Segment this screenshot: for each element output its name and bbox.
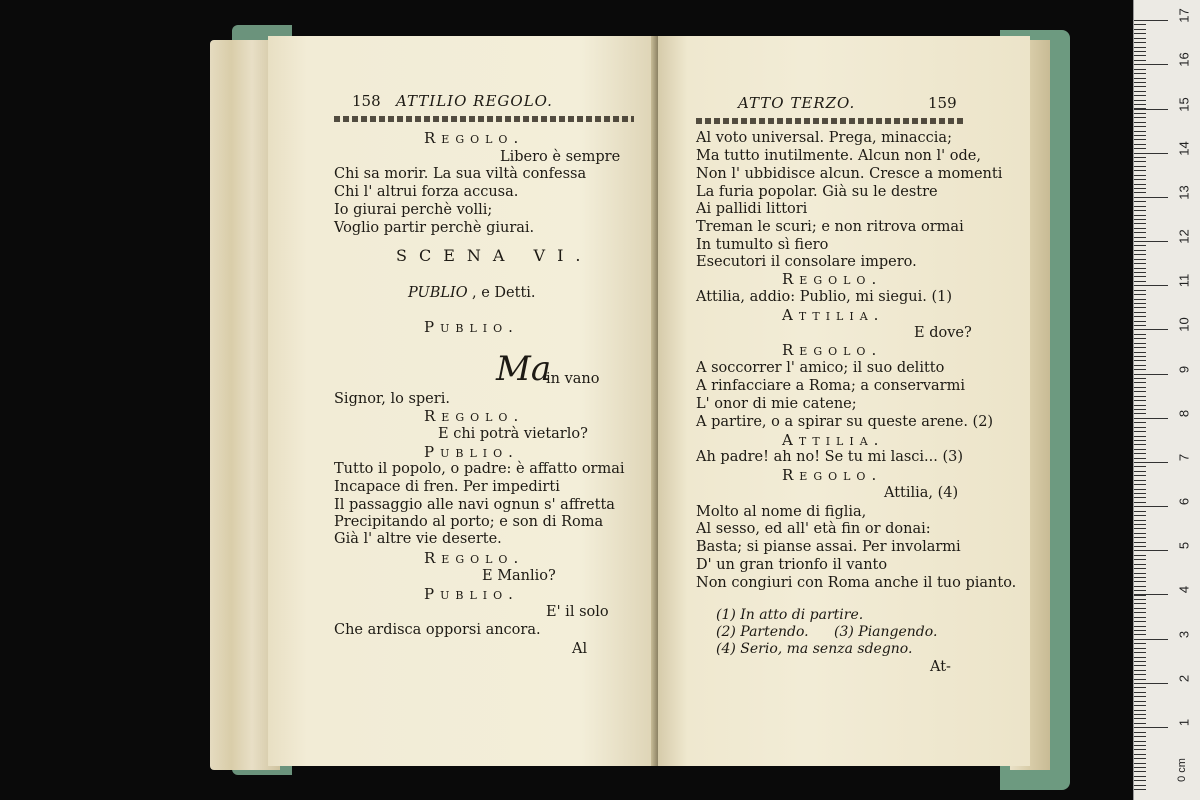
ruler-minor-tick [1134, 555, 1146, 556]
verse-line: Non l' ubbidisce alcun. Cresce a momenti [696, 166, 1003, 182]
scene-heading: SCENA VI. [396, 246, 593, 265]
ruler-minor-tick [1134, 462, 1146, 463]
ruler-minor-tick [1134, 250, 1146, 251]
ruler-minor-tick [1134, 568, 1146, 569]
ruler-minor-tick [1134, 307, 1146, 308]
ruler-minor-tick [1134, 329, 1146, 330]
ruler-minor-tick [1134, 573, 1146, 574]
ruler-minor-tick [1134, 630, 1146, 631]
ruler-minor-tick [1134, 312, 1146, 313]
ruler-minor-tick [1134, 714, 1146, 715]
speaker-name: Regolo. [424, 407, 525, 425]
speaker-name: Regolo. [782, 341, 883, 359]
ruler-minor-tick [1134, 674, 1146, 675]
ruler-minor-tick [1134, 276, 1146, 277]
ruler-minor-tick [1134, 754, 1146, 755]
ruler-number: 3 [1176, 630, 1192, 639]
ruler-minor-tick [1134, 749, 1146, 750]
ruler-minor-tick [1134, 69, 1146, 70]
footnote: (2) Partendo. [716, 624, 809, 640]
ruler-minor-tick [1134, 692, 1146, 693]
ruler-minor-tick [1134, 466, 1146, 467]
cast-rest: , e Detti. [472, 285, 536, 301]
ruler-minor-tick [1134, 767, 1146, 768]
ruler-minor-tick [1134, 550, 1146, 551]
ruler-minor-tick [1134, 528, 1146, 529]
verse-line: E dove? [914, 325, 972, 341]
verse-line: Che ardisca opporsi ancora. [334, 622, 541, 638]
ruler-minor-tick [1134, 170, 1146, 171]
ruler-minor-tick [1134, 201, 1146, 202]
verse-line: Precipitando al porto; e son di Roma [334, 514, 604, 530]
ruler-minor-tick [1134, 732, 1146, 733]
ruler-minor-tick [1134, 343, 1146, 344]
verse-line: Basta; si pianse assai. Per involarmi [696, 539, 961, 555]
ruler-number: 9 [1176, 365, 1192, 374]
ruler-minor-tick [1134, 188, 1146, 189]
ruler-minor-tick [1134, 161, 1146, 162]
ruler-minor-tick [1134, 232, 1146, 233]
ruler-minor-tick [1134, 440, 1146, 441]
ruler-number: 15 [1176, 97, 1192, 112]
ruler-minor-tick [1134, 515, 1146, 516]
ruler-minor-tick [1134, 135, 1146, 136]
verse-line: Al sesso, ed all' età fin or donai: [696, 521, 931, 537]
ruler-minor-tick [1134, 710, 1146, 711]
ruler-minor-tick [1134, 391, 1146, 392]
verse-line: Già l' altre vie deserte. [334, 531, 502, 547]
ruler-minor-tick [1134, 471, 1146, 472]
catchword: Al [572, 641, 588, 657]
ruler-minor-tick [1134, 285, 1146, 286]
ruler-minor-tick [1134, 33, 1146, 34]
verse-line: Attilia, addio: Publio, mi siegui. (1) [696, 289, 952, 305]
verse-line: In tumulto sì fiero [696, 237, 829, 253]
ruler-minor-tick [1134, 334, 1146, 335]
speaker-name: Regolo. [782, 466, 883, 484]
ruler-minor-tick [1134, 228, 1146, 229]
ruler-minor-tick [1134, 352, 1146, 353]
verse-line: Al voto universal. Prega, minaccia; [696, 130, 952, 146]
ruler-minor-tick [1134, 741, 1146, 742]
ruler-minor-tick [1134, 679, 1146, 680]
ruler-minor-tick [1134, 581, 1146, 582]
ruler-minor-tick [1134, 29, 1146, 30]
ruler-minor-tick [1134, 20, 1146, 21]
ruler-minor-tick [1134, 86, 1146, 87]
verse-line: Ma tutto inutilmente. Alcun non l' ode, [696, 148, 981, 164]
ruler-minor-tick [1134, 444, 1146, 445]
ruler-minor-tick [1134, 382, 1146, 383]
verse-line: Non congiuri con Roma anche il tuo pianto. [696, 575, 1017, 591]
verse-line: Libero è sempre [500, 149, 621, 165]
speaker-name: Regolo. [424, 129, 525, 147]
speaker-name: Publio. [424, 318, 519, 336]
ruler-minor-tick [1134, 493, 1146, 494]
ruler-minor-tick [1134, 427, 1146, 428]
verse-line: Tutto il popolo, o padre: è affatto ormai [334, 461, 625, 477]
ruler-minor-tick [1134, 175, 1146, 176]
ruler-minor-tick [1134, 564, 1146, 565]
ruler-minor-tick [1134, 506, 1146, 507]
ruler-minor-tick [1134, 148, 1146, 149]
ruler-minor-tick [1134, 780, 1146, 781]
ruler-minor-tick [1134, 100, 1146, 101]
ruler-minor-tick [1134, 316, 1146, 317]
ruler-minor-tick [1134, 91, 1146, 92]
ruler-minor-tick [1134, 400, 1146, 401]
ruler-minor-tick [1134, 55, 1146, 56]
ruler-minor-tick [1134, 405, 1146, 406]
ruler-minor-tick [1134, 82, 1146, 83]
ruler-minor-tick [1134, 626, 1146, 627]
speaker-name: Regolo. [782, 270, 883, 288]
ruler-minor-tick [1134, 73, 1146, 74]
ruler-minor-tick [1134, 259, 1146, 260]
ruler-minor-tick [1134, 245, 1146, 246]
footnote: (4) Serio, ma senza sdegno. [716, 641, 913, 657]
ruler-minor-tick [1134, 51, 1146, 52]
speaker-name: Regolo. [424, 549, 525, 567]
right-page [658, 36, 1030, 766]
ruler-minor-tick [1134, 206, 1146, 207]
ruler-minor-tick [1134, 64, 1146, 65]
ruler-minor-tick [1134, 789, 1146, 790]
ruler-minor-tick [1134, 705, 1146, 706]
ruler-minor-tick [1134, 78, 1146, 79]
ruler-minor-tick [1134, 590, 1146, 591]
ruler-minor-tick [1134, 347, 1146, 348]
ruler-minor-tick [1134, 219, 1146, 220]
ruler-minor-tick [1134, 321, 1146, 322]
verse-line: D' un gran trionfo il vanto [696, 557, 888, 573]
ruler-minor-tick [1134, 360, 1146, 361]
ruler-minor-tick [1134, 542, 1146, 543]
ruler-number: 17 [1176, 8, 1192, 23]
speaker-name: Publio. [424, 585, 519, 603]
verse-line: Treman le scuri; e non ritrova ormai [696, 219, 964, 235]
ruler-minor-tick [1134, 215, 1146, 216]
verse-line: Chi l' altrui forza accusa. [334, 184, 519, 200]
footnote: (3) Piangendo. [834, 624, 938, 640]
ruler-minor-tick [1134, 325, 1146, 326]
verse-line: Signor, lo speri. [334, 391, 450, 407]
ruler-number: 10 [1176, 317, 1192, 332]
page-number: 159 [928, 94, 957, 112]
page-number: 158 [352, 92, 381, 110]
ruler-minor-tick [1134, 356, 1146, 357]
ruler-number: 5 [1176, 541, 1192, 550]
ruler-minor-tick [1134, 745, 1146, 746]
ruler-number: 2 [1176, 674, 1192, 683]
drop-cap: Ma [496, 349, 552, 389]
verse-line: Attilia, (4) [884, 485, 959, 501]
ruler-minor-tick [1134, 546, 1146, 547]
ruler-minor-tick [1134, 153, 1146, 154]
ruler-minor-tick [1134, 758, 1146, 759]
ruler-number: 6 [1176, 497, 1192, 506]
verse-line: A partire, o a spirar su queste arene. (2) [696, 414, 994, 430]
verse-line: La furia popolar. Già su le destre [696, 184, 938, 200]
ruler-minor-tick [1134, 24, 1146, 25]
ruler-minor-tick [1134, 431, 1146, 432]
ruler-minor-tick [1134, 254, 1146, 255]
ruler-minor-tick [1134, 237, 1146, 238]
ruler-minor-tick [1134, 687, 1146, 688]
verse-line: in vano [546, 371, 600, 387]
ruler-minor-tick [1134, 559, 1146, 560]
ruler-minor-tick [1134, 701, 1146, 702]
catchword: At- [930, 659, 951, 675]
ruler-minor-tick [1134, 771, 1146, 772]
ruler-minor-tick [1134, 763, 1146, 764]
ruler-minor-tick [1134, 727, 1146, 728]
ruler-minor-tick [1134, 723, 1146, 724]
ruler-minor-tick [1134, 197, 1146, 198]
verse-line: Io giurai perchè volli; [334, 202, 493, 218]
ruler-minor-tick [1134, 223, 1146, 224]
ruler-minor-tick [1134, 166, 1146, 167]
ruler-number: 11 [1176, 273, 1192, 288]
ruler-minor-tick [1134, 413, 1146, 414]
speaker-name: Attilia. [782, 306, 885, 324]
ruler-minor-tick [1134, 537, 1146, 538]
ruler-minor-tick [1134, 657, 1146, 658]
ruler-minor-tick [1134, 484, 1146, 485]
ruler-minor-tick [1134, 453, 1146, 454]
ruler-minor-tick [1134, 524, 1146, 525]
ruler-minor-tick [1134, 179, 1146, 180]
ruler-minor-tick [1134, 511, 1146, 512]
measurement-ruler [1133, 0, 1200, 800]
ruler-minor-tick [1134, 617, 1146, 618]
ruler-minor-tick [1134, 144, 1146, 145]
ruler-minor-tick [1134, 139, 1146, 140]
ruler-minor-tick [1134, 458, 1146, 459]
ruler-minor-tick [1134, 652, 1146, 653]
ruler-number: 1 [1176, 718, 1192, 727]
ruler-minor-tick [1134, 533, 1146, 534]
ruler-minor-tick [1134, 643, 1146, 644]
running-head: ATTILIO REGOLO. [396, 92, 553, 110]
ruler-minor-tick [1134, 670, 1146, 671]
ruler-minor-tick [1134, 520, 1146, 521]
ruler-minor-tick [1134, 122, 1146, 123]
ruler-minor-tick [1134, 396, 1146, 397]
ruler-minor-tick [1134, 272, 1146, 273]
footnote: (1) In atto di partire. [716, 607, 864, 623]
ruler-minor-tick [1134, 192, 1146, 193]
ruler-minor-tick [1134, 776, 1146, 777]
ruler-number: 13 [1176, 185, 1192, 200]
ruler-minor-tick [1134, 290, 1146, 291]
verse-line: E Manlio? [482, 568, 556, 584]
ruler-minor-tick [1134, 683, 1146, 684]
ruler-minor-tick [1134, 480, 1146, 481]
ruler-number: 4 [1176, 585, 1192, 594]
ruler-minor-tick [1134, 60, 1146, 61]
ruler-minor-tick [1134, 268, 1146, 269]
ruler-minor-tick [1134, 157, 1146, 158]
verse-line: A soccorrer l' amico; il suo delitto [696, 360, 945, 376]
ruler-minor-tick [1134, 47, 1146, 48]
ruler-minor-tick [1134, 117, 1146, 118]
ruler-minor-tick [1134, 409, 1146, 410]
ruler-minor-tick [1134, 418, 1146, 419]
ruler-minor-tick [1134, 639, 1146, 640]
ruler-minor-tick [1134, 387, 1146, 388]
ruler-minor-tick [1134, 648, 1146, 649]
ruler-minor-tick [1134, 603, 1146, 604]
ruler-minor-tick [1134, 665, 1146, 666]
ruler-minor-tick [1134, 108, 1146, 109]
verse-line: A rinfacciare a Roma; a conservarmi [696, 378, 965, 394]
ruler-minor-tick [1134, 95, 1146, 96]
ruler-minor-tick [1134, 374, 1146, 375]
verse-line: Incapace di fren. Per impedirti [334, 479, 560, 495]
ruler-minor-tick [1134, 299, 1146, 300]
ruler-minor-tick [1134, 369, 1146, 370]
ruler-minor-tick [1134, 126, 1146, 127]
ruler-number: 7 [1176, 453, 1192, 462]
ruler-minor-tick [1134, 365, 1146, 366]
ruler-minor-tick [1134, 294, 1146, 295]
left-page [268, 36, 660, 766]
verse-line: E' il solo [546, 604, 609, 620]
speaker-name: Attilia. [782, 431, 885, 449]
speaker-name: Publio. [424, 443, 519, 461]
ruler-number: 12 [1176, 229, 1192, 244]
ruler-minor-tick [1134, 595, 1146, 596]
verse-line: Ai pallidi littori [696, 201, 808, 217]
verse-line: Il passaggio alle navi ognun s' affretta [334, 497, 615, 513]
ruler-minor-tick [1134, 303, 1146, 304]
verse-line: Voglio partir perchè giurai. [334, 220, 535, 236]
ornament-rule [334, 116, 634, 122]
ruler-minor-tick [1134, 608, 1146, 609]
ruler-minor-tick [1134, 210, 1146, 211]
ruler-minor-tick [1134, 42, 1146, 43]
ruler-minor-tick [1134, 599, 1146, 600]
ruler-minor-tick [1134, 497, 1146, 498]
verse-line: Chi sa morir. La sua viltà confessa [334, 166, 587, 182]
ruler-minor-tick [1134, 338, 1146, 339]
ruler-minor-tick [1134, 736, 1146, 737]
ruler-number: 8 [1176, 409, 1192, 418]
ruler-minor-tick [1134, 475, 1146, 476]
ruler-minor-tick [1134, 263, 1146, 264]
ruler-minor-tick [1134, 131, 1146, 132]
verse-line: Molto al nome di figlia, [696, 504, 867, 520]
ruler-number: 14 [1176, 141, 1192, 156]
ruler-minor-tick [1134, 281, 1146, 282]
ruler-minor-tick [1134, 621, 1146, 622]
verse-line: Ah padre! ah no! Se tu mi lasci... (3) [696, 449, 964, 465]
ruler-number: 16 [1176, 52, 1192, 67]
ruler-minor-tick [1134, 718, 1146, 719]
ornament-rule [696, 118, 964, 124]
ruler-unit-label: 0 cm [1175, 758, 1188, 782]
ruler-minor-tick [1134, 113, 1146, 114]
ruler-minor-tick [1134, 661, 1146, 662]
running-head: ATTO TERZO. [738, 94, 856, 112]
ruler-minor-tick [1134, 104, 1146, 105]
ruler-minor-tick [1134, 489, 1146, 490]
ruler-minor-tick [1134, 449, 1146, 450]
ruler-minor-tick [1134, 577, 1146, 578]
verse-line: Esecutori il consolare impero. [696, 254, 917, 270]
ruler-minor-tick [1134, 696, 1146, 697]
ruler-minor-tick [1134, 586, 1146, 587]
ruler-minor-tick [1134, 38, 1146, 39]
ruler-minor-tick [1134, 612, 1146, 613]
ruler-minor-tick [1134, 378, 1146, 379]
ruler-minor-tick [1134, 184, 1146, 185]
verse-line: E chi potrà vietarlo? [438, 426, 588, 442]
cast-name: PUBLIO [408, 285, 468, 301]
ruler-minor-tick [1134, 502, 1146, 503]
ruler-minor-tick [1134, 785, 1146, 786]
verse-line: L' onor di mie catene; [696, 396, 857, 412]
ruler-minor-tick [1134, 422, 1146, 423]
ruler-minor-tick [1134, 436, 1146, 437]
ruler-minor-tick [1134, 241, 1146, 242]
ruler-minor-tick [1134, 634, 1146, 635]
